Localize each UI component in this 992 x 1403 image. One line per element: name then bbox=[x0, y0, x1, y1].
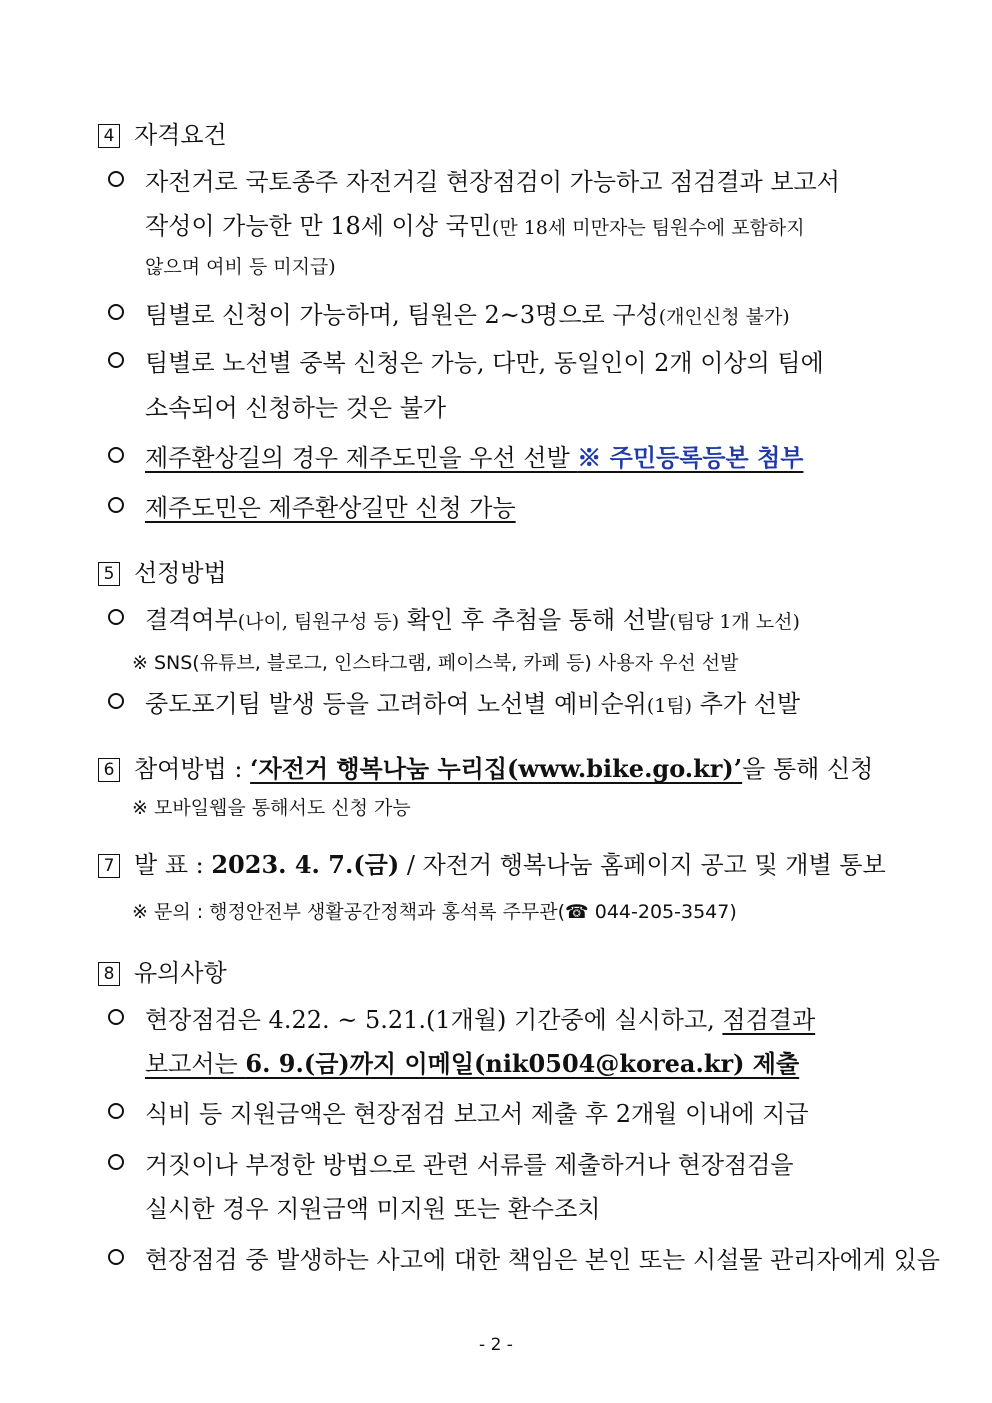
section-number-box: 8 bbox=[98, 962, 120, 986]
section-5-heading bbox=[98, 553, 227, 588]
website-link[interactable]: ‘자전거 행복나눔 누리집(www.bike.go.kr)’ bbox=[250, 754, 743, 783]
submission-deadline: 6. 9.(금)까지 이메일(nik0504@korea.kr) 제출 bbox=[245, 1049, 800, 1078]
section-number-box: 6 bbox=[98, 758, 120, 782]
section-6-heading: 6 참여방법 : ‘자전거 행복나눔 누리집(www.bike.go.kr)’을 통해 신청 bbox=[98, 749, 873, 784]
list-item-continuation: 실시한 경우 지원금액 미지원 또는 환수조치 bbox=[145, 1195, 601, 1223]
list-item-continuation: 않으며 여비 등 미지급) bbox=[145, 256, 336, 278]
list-item: 중도포기팀 발생 등을 고려하여 노선별 예비순위(1팀) 추가 선발 bbox=[108, 684, 800, 719]
list-item: 식비 등 지원금액은 현장점검 보고서 제출 후 2개월 이내에 지급 bbox=[108, 1094, 809, 1129]
note: ※ SNS(유튜브, 블로그, 인스타그램, 페이스북, 카페 등) 사용자 우선 선발 bbox=[132, 652, 739, 674]
list-item-continuation: 작성이 가능한 만 18세 이상 국민(만 18세 미만자는 팀원수에 포함하지 bbox=[145, 212, 805, 240]
note: ※ 모바일웹을 통해서도 신청 가능 bbox=[132, 797, 411, 819]
list-item: 거짓이나 부정한 방법으로 관련 서류를 제출하거나 현장점검을 bbox=[108, 1145, 794, 1180]
list-item-continuation bbox=[145, 1044, 799, 1079]
underlined-text: 제주환상길의 경우 제주도민을 우선 선발 ※ 주민등록등본 첨부 bbox=[145, 443, 804, 472]
required-document-note: ※ 주민등록등본 첨부 bbox=[577, 443, 804, 472]
section-number-box: 5 bbox=[98, 562, 120, 586]
list-item: 현장점검 중 발생하는 사고에 대한 책임은 본인 또는 시설물 관리자에게 있음 bbox=[108, 1240, 940, 1275]
list-item: 자전거로 국토종주 자전거길 현장점검이 가능하고 점검결과 보고서 bbox=[108, 162, 840, 197]
contact-note: ※ 문의 : 행정안전부 생활공간정책과 홍석록 주무관(☎ 044-205-3547) bbox=[132, 901, 737, 923]
underlined-text: 보고서는 6. 9.(금)까지 이메일(nik0504@korea.kr) 제출 bbox=[145, 1049, 800, 1078]
section-number-box: 7 bbox=[98, 854, 120, 878]
announcement-date: 2023. 4. 7.(금) bbox=[211, 850, 400, 879]
list-item: 제주도민은 제주환상길만 신청 가능 bbox=[108, 488, 516, 523]
list-item: 결격여부(나이, 팀원구성 등) 확인 후 추첨을 통해 선발(팀당 1개 노선) bbox=[108, 600, 800, 635]
page-number: - 2 - bbox=[479, 1335, 513, 1355]
section-7-heading: 7 발 표 : 2023. 4. 7.(금) / 자전거 행복나눔 홈페이지 공고 및 개별 통보 bbox=[98, 845, 886, 880]
section-title: 선정방법 bbox=[134, 559, 227, 587]
list-item: 팀별로 신청이 가능하며, 팀원은 2~3명으로 구성(개인신청 불가) bbox=[108, 295, 790, 330]
list-item: 팀별로 노선별 중복 신청은 가능, 다만, 동일인이 2개 이상의 팀에 bbox=[108, 343, 824, 378]
section-4-heading bbox=[98, 115, 227, 150]
list-item: 현장점검은 4.22. ~ 5.21.(1개월) 기간중에 실시하고, 점검결과 bbox=[108, 1000, 815, 1035]
list-item bbox=[108, 438, 803, 473]
section-title: 유의사항 bbox=[134, 959, 227, 987]
section-number-box: 4 bbox=[98, 124, 120, 148]
list-item-continuation: 소속되어 신청하는 것은 불가 bbox=[145, 394, 447, 422]
section-title: 자격요건 bbox=[134, 121, 227, 149]
section-8-heading bbox=[98, 953, 227, 988]
